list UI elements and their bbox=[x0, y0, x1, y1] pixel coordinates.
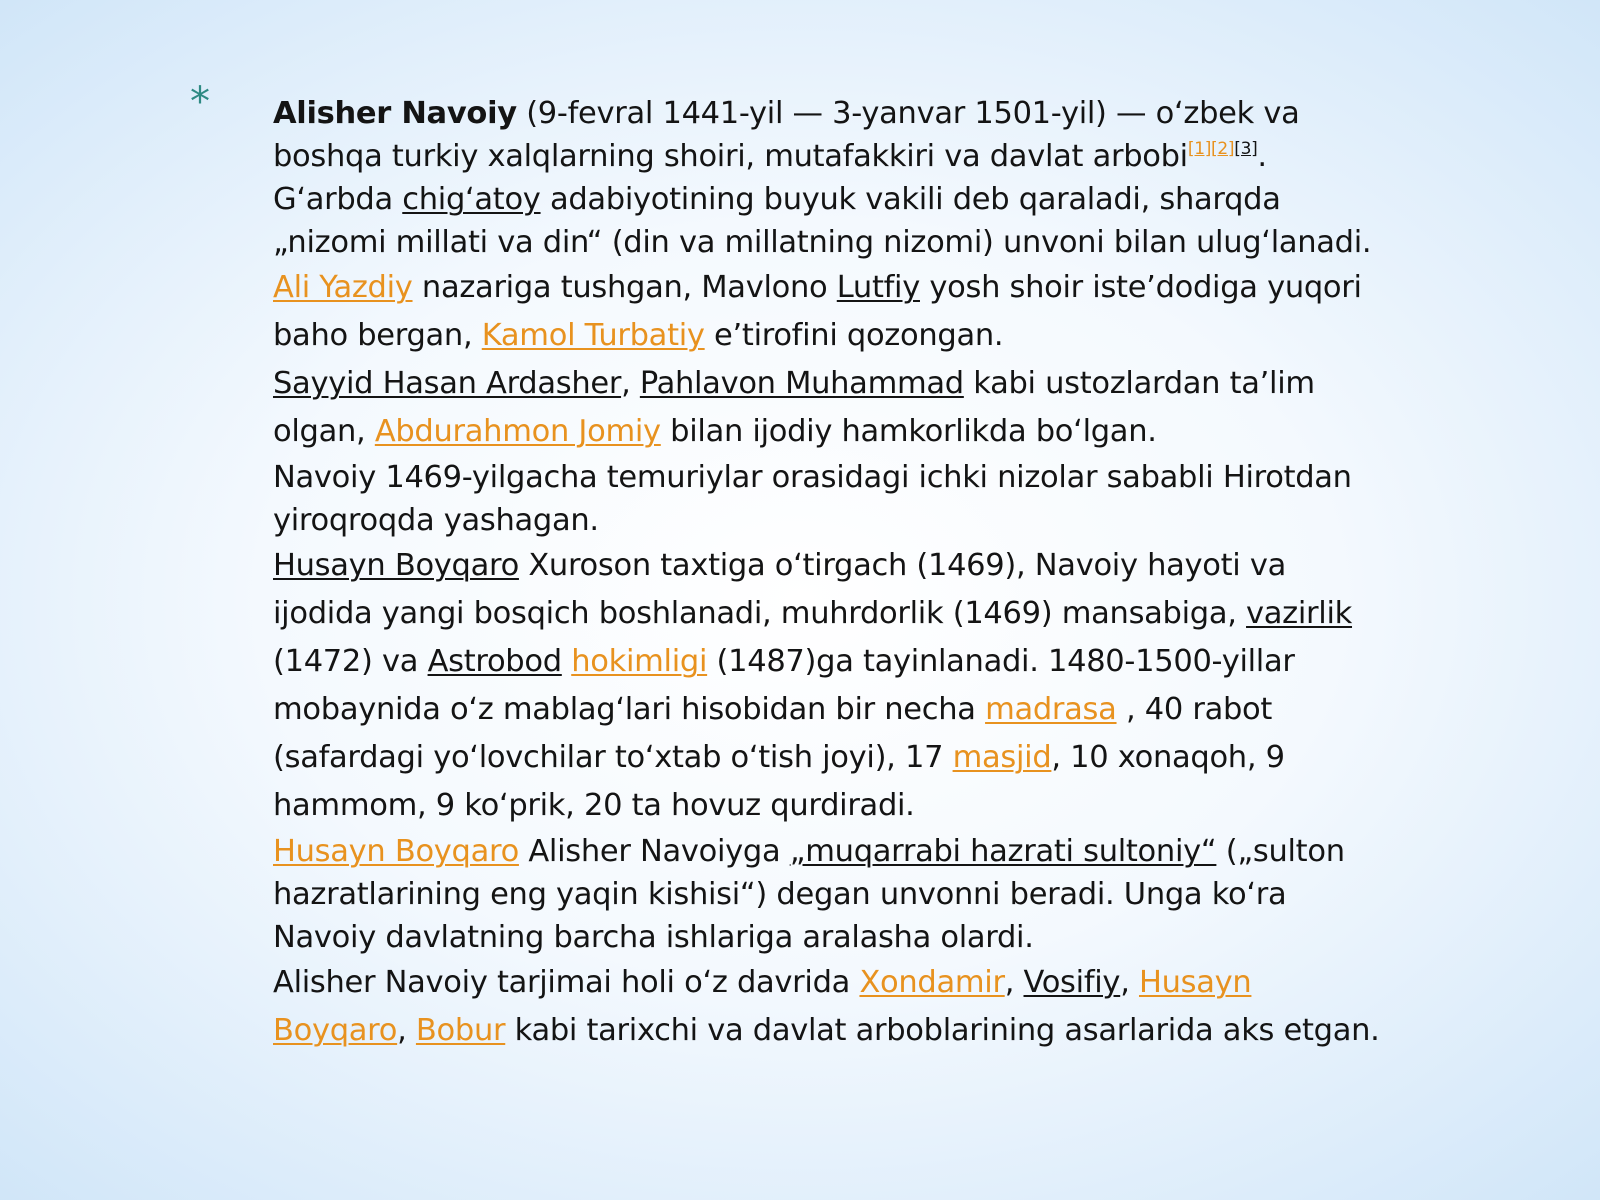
link-bobur[interactable]: Bobur bbox=[415, 1013, 506, 1048]
reference-link-3[interactable]: [3] bbox=[1234, 139, 1258, 159]
bullet-asterisk: * bbox=[190, 79, 210, 125]
link-chigatoy[interactable]: chig‘atoy bbox=[402, 182, 541, 217]
link-husayn-boyqaro[interactable]: Husayn Boyqaro bbox=[273, 548, 519, 583]
paragraph-intro: Alisher Navoiy (9-fevral 1441-yil — 3-yanvar 1501-yil) — o‘zbek va boshqa turkiy xalqlarning shoiri, mutafakkiri va davlat arbobi[1][2][3]. G‘arbda chig‘atoy adabiyotining buyuk vakili deb qaraladi, sharqda „nizomi millati va din“ (din va millatning nizomi) unvoni bilan ulug‘lanadi. bbox=[273, 96, 1372, 260]
link-kamol-turbatiy[interactable]: Kamol Turbatiy bbox=[481, 318, 705, 353]
link-masjid[interactable]: masjid bbox=[952, 740, 1052, 775]
paragraph-title: Husayn Boyqaro Alisher Navoiyga „muqarrabi hazrati sultoniy“ („sulton hazratlarining eng yaqin kishisi“) degan unvonni beradi. Unga ko‘ra Navoiy davlatning barcha ishlariga aralasha olardi. bbox=[273, 834, 1345, 955]
reference-links bbox=[1188, 139, 1258, 159]
paragraph-education: Sayyid Hasan Ardasher, Pahlavon Muhammad kabi ustozlardan ta’lim olgan, Abdurahmon Jomiy bilan ijodiy hamkorlikda bo‘lgan. bbox=[273, 366, 1315, 449]
slide-body-text bbox=[273, 92, 1393, 1055]
reference-link-1[interactable]: [1] bbox=[1187, 139, 1212, 159]
link-husayn-boyqaro-3[interactable]: Husayn Boyqaro bbox=[273, 965, 1252, 1048]
link-muqarrabi-hazrati-sultoniy[interactable]: „muqarrabi hazrati sultoniy“ bbox=[789, 834, 1217, 869]
paragraph-exile: Navoiy 1469-yilgacha temuriylar orasidagi ichki nizolar sababli Hirotdan yiroqroqda yashagan. bbox=[273, 460, 1352, 538]
link-vosifiy[interactable]: Vosifiy bbox=[1023, 965, 1121, 1000]
link-lutfiy[interactable]: Lutfiy bbox=[836, 270, 920, 305]
link-astrobod[interactable]: Astrobod bbox=[427, 644, 562, 679]
paragraph-career: Husayn Boyqaro Xuroson taxtiga o‘tirgach (1469), Navoiy hayoti va ijodida yangi bosqich boshlanadi, muhrdorlik (1469) mansabiga, vazirlik (1472) va Astrobod hokimligi (1487)ga tayinlanadi. 1480-1500-yillar mobaynida o‘z mablag‘lari hisobidan bir necha madrasa , 40 rabot (safardagi yo‘lovchilar to‘xtab o‘tish joyi), 17 masjid, 10 xonaqoh, 9 hammom, 9 ko‘prik, 20 ta hovuz qurdiradi. bbox=[273, 548, 1353, 823]
paragraph-teachers: Ali Yazdiy nazariga tushgan, Mavlono Lutfiy yosh shoir iste’dodiga yuqori baho bergan, Kamol Turbatiy e’tirofini qozongan. bbox=[273, 270, 1362, 353]
link-hokimligi[interactable]: hokimligi bbox=[571, 644, 708, 679]
link-ali-yazdiy[interactable]: Ali Yazdiy bbox=[273, 270, 413, 305]
link-sayyid-hasan-ardasher[interactable]: Sayyid Hasan Ardasher bbox=[273, 366, 622, 401]
link-husayn-boyqaro-2[interactable]: Husayn Boyqaro bbox=[273, 834, 519, 869]
reference-link-2[interactable]: [2] bbox=[1211, 139, 1235, 159]
link-vazirlik[interactable]: vazirlik bbox=[1246, 596, 1353, 631]
paragraph-biographers: Alisher Navoiy tarjimai holi o‘z davrida Xondamir, Vosifiy, Husayn Boyqaro, Bobur kabi tarixchi va davlat arboblarining asarlarida aks etgan. bbox=[273, 965, 1380, 1048]
link-pahlavon-muhammad[interactable]: Pahlavon Muhammad bbox=[639, 366, 964, 401]
link-madrasa[interactable]: madrasa bbox=[985, 692, 1117, 727]
link-xondamir[interactable]: Xondamir bbox=[859, 965, 1005, 1000]
link-abdurahmon-jomiy[interactable]: Abdurahmon Jomiy bbox=[374, 414, 661, 449]
subject-name: Alisher Navoiy bbox=[273, 96, 517, 131]
